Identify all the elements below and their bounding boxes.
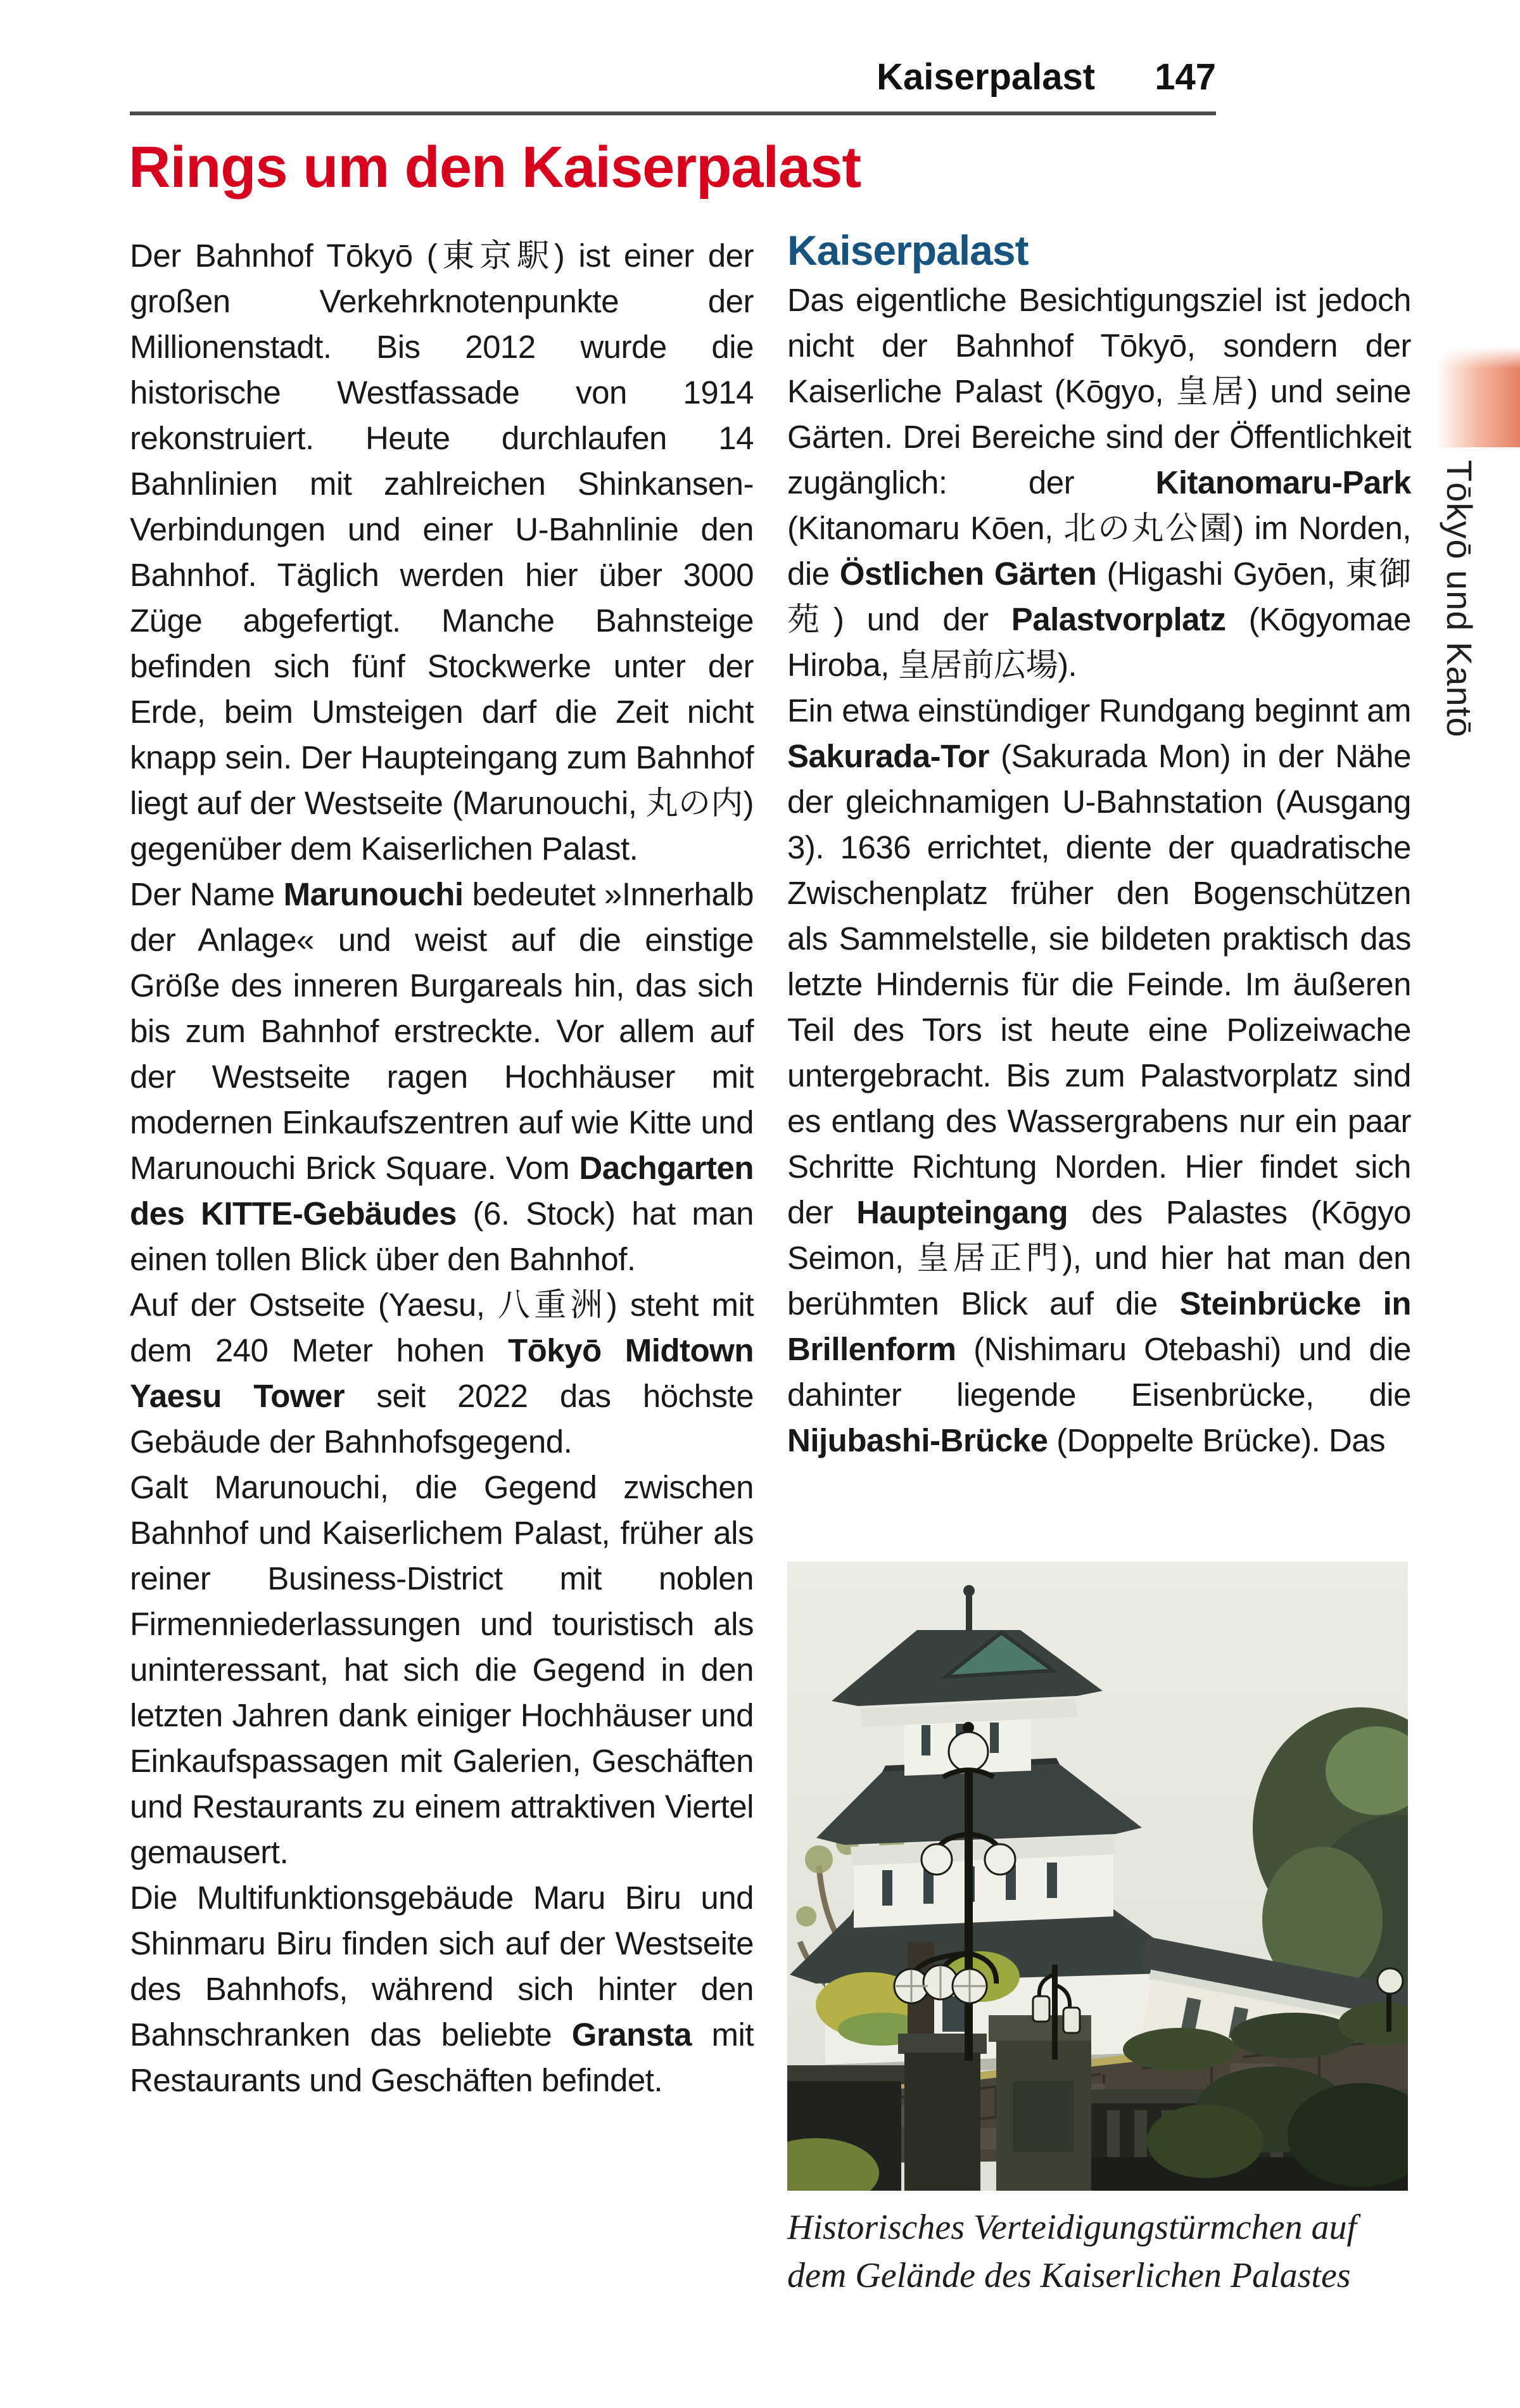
palace-photo-illustration [787,1562,1408,2191]
body-paragraph: Galt Marunouchi, die Gegend zwischen Bahnhof und Kaiserlichem Palast, früher als reiner Business-District mit noblen Firmenniederlassungen und touristisch als uninteressant, hat sich die Gegend in den letzten Jahren dank einiger Hochhäuser und Einkaufspassagen mit Galerien, Geschäften und Restaurants zu einem attraktiven Viertel gemausert. [130,1469,754,1870]
left-column [130,233,754,2103]
right-column [787,223,1411,1463]
page-number: 147 [1155,56,1216,98]
article-title: Rings um den Kaiserpalast [129,135,861,200]
section-subheading: Kaiserpalast [787,227,1029,274]
palace-photo [787,1562,1408,2191]
right-column-body [787,277,1411,1463]
body-paragraph: Ein etwa einstündiger Rundgang beginnt am Sakurada-Tor (Sakurada Mon) in der Nähe der gleichnamigen U-Bahnstation (Ausgang 3). 1636 errichtet, diente der quadratische Zwischenplatz früher den Bogenschützen als Sammelstelle, sie bildeten praktisch das letzte Hindernis für die Feinde. Im äußeren Teil des Tors ist heute eine Polizeiwache untergebracht. Bis zum Palastvorplatz sind es entlang des Wassergrabens nur ein paar Schritte Richtung Norden. Hier findet sich der Haupteingang des Palastes (Kōgyo Seimon, 皇居正門), und hier hat man den berühmten Blick auf die Steinbrücke in Brillenform (Nishimaru Otebashi) und die dahinter liegende Eisenbrücke, die Nijubashi-Brücke (Doppelte Brücke). Das [787,692,1412,1458]
region-tab-label: Tōkyō und Kantō [1440,460,1479,738]
header-rule [130,111,1216,115]
body-paragraph: Das eigentliche Besichtigungsziel ist jedoch nicht der Bahnhof Tōkyō, sondern der Kaiserliche Palast (Kōgyo, 皇居) und seine Gärten. Drei Bereiche sind der Öffentlichkeit zugänglich: der Kitanomaru-Park (Kitanomaru Kōen, 北の丸公園) im Norden, die Östlichen Gärten (Higashi Gyōen, 東御苑) und der Palastvorplatz (Kōgyomae Hiroba, 皇居前広場). [787,282,1411,683]
photo-caption: Historisches Verteidigungstürmchen auf dem Gelände des Kaiserlichen Palastes [787,2208,1357,2295]
chapter-thumb-tab [1436,347,1520,447]
body-paragraph: Die Multifunktionsgebäude Maru Biru und Shinmaru Biru finden sich auf der Westseite des Bahnhofs, während sich hinter den Bahnschranken das beliebte Gransta mit Restaurants und Geschäften befindet. [130,1880,754,2098]
body-paragraph: Der Name Marunouchi bedeutet »Innerhalb der Anlage« und weist auf die einstige Größe des inneren Burgareals hin, das sich bis zum Bahnhof erstreckte. Vor allem auf der Westseite ragen Hochhäuser mit modernen Einkaufszentren auf wie Kitte und Marunouchi Brick Square. Vom Dachgarten des KITTE-Gebäudes (6. Stock) hat man einen tollen Blick über den Bahnhof. [130,876,754,1277]
body-paragraph: Auf der Ostseite (Yaesu, 八重洲) steht mit dem 240 Meter hohen Tōkyō Midtown Yaesu Tower seit 2022 das höchste Gebäude der Bahnhofsgegend. [130,1287,754,1460]
body-paragraph: Der Bahnhof Tōkyō (東京駅) ist einer der großen Verkehrknotenpunkte der Millionenstadt. Bis 2012 wurde die historische Westfassade von 1914 rekonstruiert. Heute durchlaufen 14 Bahnlinien mit zahlreichen Shinkansen-Verbindungen und einer U-Bahnlinie den Bahnhof. Täglich werden hier über 3000 Züge abgefertigt. Manche Bahnsteige befinden sich fünf Stockwerke unter der Erde, beim Umsteigen darf die Zeit nicht knapp sein. Der Haupteingang zum Bahnhof liegt auf der Westseite (Marunouchi, 丸の内) gegenüber dem Kaiserlichen Palast. [130,238,754,867]
running-head-section: Kaiserpalast [877,56,1096,98]
running-head [130,56,1216,98]
